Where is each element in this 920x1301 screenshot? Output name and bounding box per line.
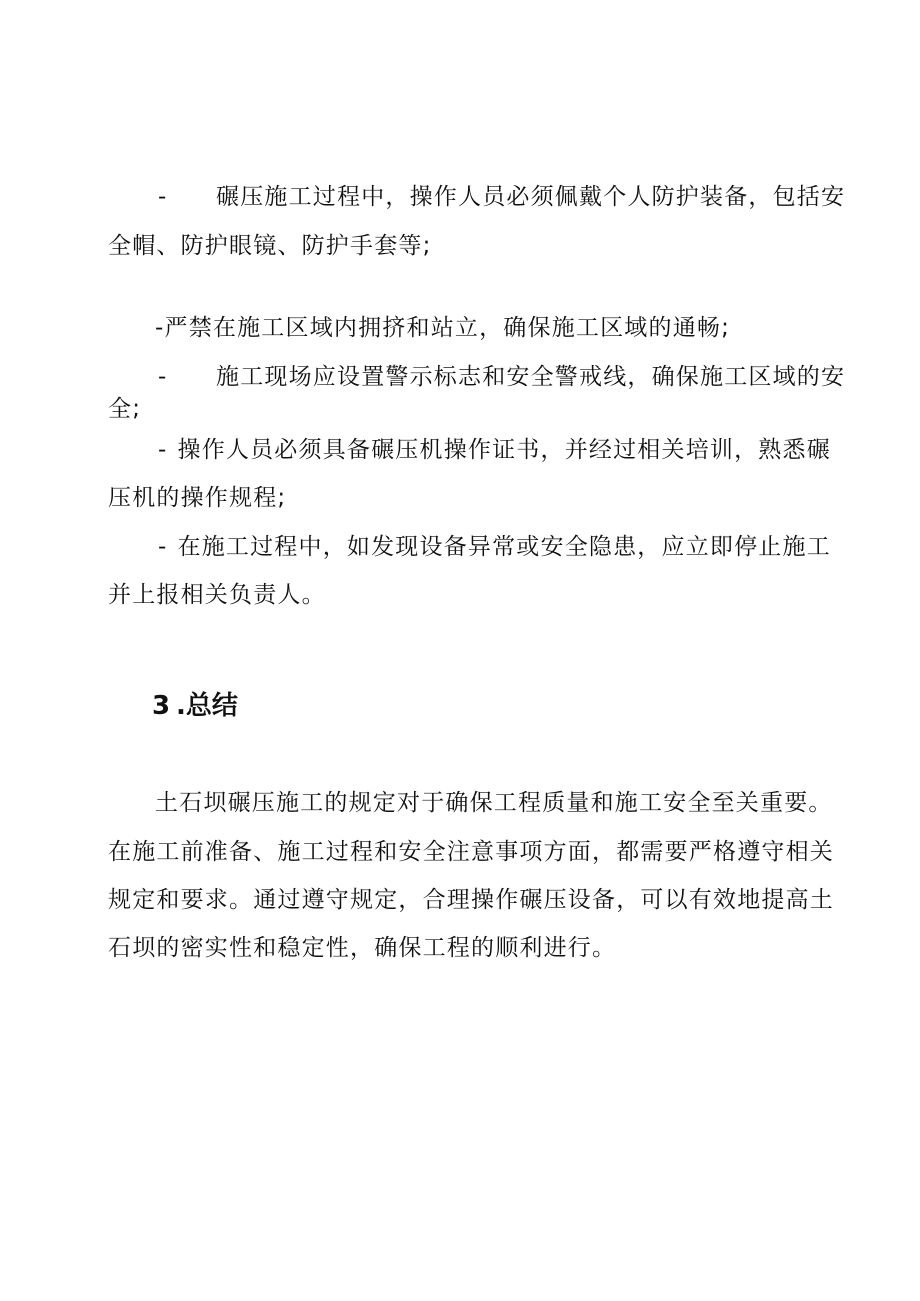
bullet-text-cont: 全; xyxy=(108,396,142,422)
section-heading xyxy=(152,690,238,722)
bullet-dash: - xyxy=(158,534,168,560)
bullet-dash: - xyxy=(158,184,168,210)
bullet-text-cont: 压机的操作规程; xyxy=(108,485,287,511)
summary-text: 石坝的密实性和稳定性，确保工程的顺利进行。 xyxy=(108,935,617,961)
bullet-text-cont: 全帽、防护眼镜、防护手套等; xyxy=(108,233,432,259)
bullet-item-ppe-cont xyxy=(108,231,432,261)
summary-text: 在施工前准备、施工过程和安全注意事项方面，都需要严格遵守相关 xyxy=(108,839,834,865)
bullet-text: 碾压施工过程中，操作人员必须佩戴个人防护装备，包括安 xyxy=(216,184,846,210)
section-title: .总结 xyxy=(176,691,238,721)
bullet-dash: - xyxy=(158,364,168,390)
summary-text: 土石坝碾压施工的规定对于确保工程质量和施工安全至关重要。 xyxy=(155,790,833,816)
summary-line-4 xyxy=(108,933,616,963)
bullet-item-certification xyxy=(158,435,831,465)
summary-text: 规定和要求。通过遵守规定，合理操作碾压设备，可以有效地提高土 xyxy=(108,887,834,913)
bullet-item-warning-signs-cont xyxy=(108,394,141,424)
bullet-item-no-crowding xyxy=(155,313,730,343)
bullet-item-certification-cont xyxy=(108,483,286,513)
bullet-item-stop-and-report-cont xyxy=(108,580,326,610)
bullet-text: 严禁在施工区域内拥挤和站立，确保施工区域的通畅; xyxy=(164,315,731,341)
summary-line-3 xyxy=(108,885,834,915)
summary-line-2 xyxy=(108,837,834,867)
summary-line-1 xyxy=(155,788,833,818)
bullet-item-warning-signs xyxy=(158,362,845,392)
bullet-text: 施工现场应设置警示标志和安全警戒线，确保施工区域的安 xyxy=(216,364,846,390)
bullet-text: 操作人员必须具备碾压机操作证书，并经过相关培训，熟悉碾 xyxy=(177,437,831,463)
bullet-dash: - xyxy=(155,315,165,341)
bullet-dash: - xyxy=(158,437,168,463)
section-number: 3 xyxy=(152,691,171,721)
bullet-item-stop-and-report xyxy=(158,532,831,562)
bullet-item-ppe xyxy=(158,182,845,212)
bullet-text: 在施工过程中，如发现设备异常或安全隐患，应立即停止施工 xyxy=(177,534,831,560)
bullet-text-cont: 并上报相关负责人。 xyxy=(108,582,326,608)
